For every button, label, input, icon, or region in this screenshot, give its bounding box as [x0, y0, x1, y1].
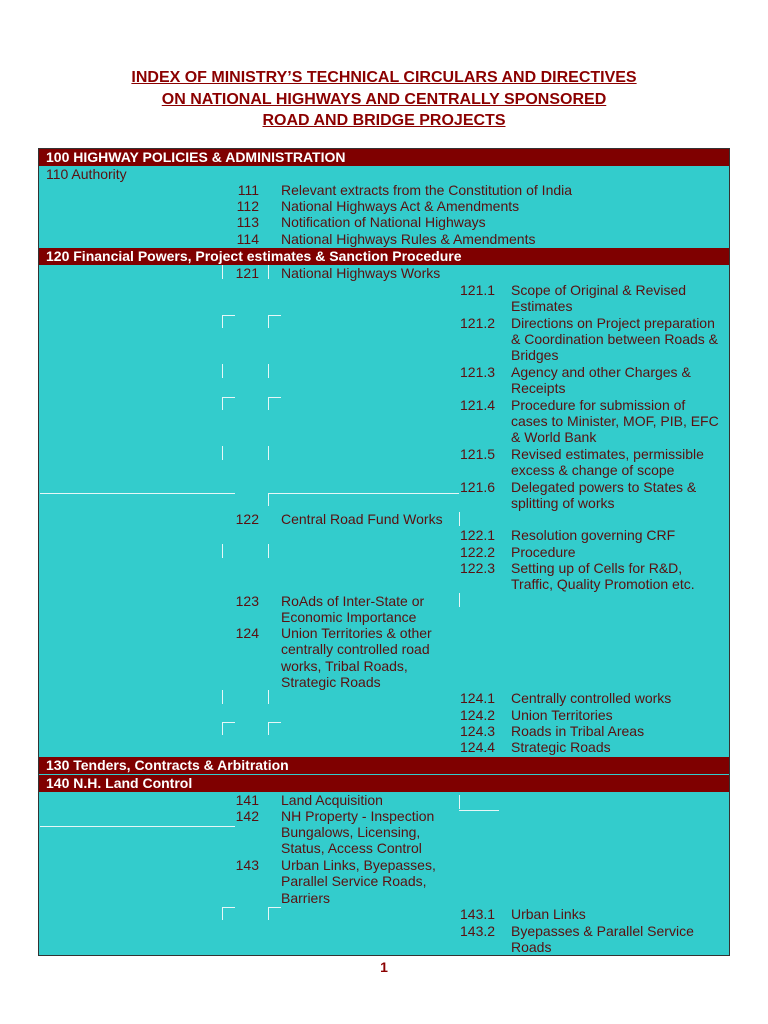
- item-title: Parallel Service Roads,: [281, 873, 427, 889]
- item-title: National Highways Works: [281, 265, 441, 281]
- item-number: 123: [235, 593, 259, 609]
- item-title: Union Territories & other: [281, 625, 432, 641]
- item-number: 113: [236, 214, 259, 230]
- subitem-number: 121.5: [460, 446, 496, 462]
- item-title: Economic Importance: [281, 609, 417, 625]
- subitem-title: cases to Minister, MOF, PIB, EFC: [511, 413, 719, 429]
- subitem-title: splitting of works: [511, 495, 615, 511]
- title-line-2: ON NATIONAL HIGHWAYS AND CENTRALLY SPONSORED: [161, 91, 607, 108]
- subitem-title: excess & change of scope: [511, 462, 675, 478]
- item-title: Bungalows, Licensing,: [281, 824, 421, 840]
- item-number: 143: [235, 857, 259, 873]
- subitem-title: Resolution governing CRF: [511, 527, 676, 543]
- subitem-title: Byepasses & Parallel Service: [511, 923, 694, 939]
- subitem-title: & World Bank: [511, 429, 597, 445]
- subitem-number: 121.1: [460, 282, 496, 298]
- subitem-title: Procedure: [511, 544, 576, 560]
- subitem-title: Union Territories: [511, 707, 613, 723]
- subitem-title: Estimates: [511, 298, 573, 314]
- item-number: 124: [235, 625, 259, 641]
- item-number: 114: [236, 231, 259, 247]
- section-header-120: 120 Financial Powers, Project estimates & Sanction Procedure: [39, 248, 729, 265]
- item-title: Relevant extracts from the Constitution of India: [281, 182, 573, 198]
- item-title: Central Road Fund Works: [281, 511, 443, 527]
- item-title: Status, Access Control: [281, 840, 422, 856]
- subitem-title: Traffic, Quality Promotion etc.: [511, 576, 695, 592]
- subitem-number: 143.2: [460, 923, 496, 939]
- subitem-number: 143.1: [460, 906, 496, 922]
- subitem-title: Scope of Original & Revised: [511, 282, 687, 298]
- subitem-title: Roads in Tribal Areas: [511, 723, 645, 739]
- section-header-130: 130 Tenders, Contracts & Arbitration: [39, 757, 729, 774]
- item-number: 112: [236, 198, 259, 214]
- subitem-title: Delegated powers to States &: [511, 479, 697, 495]
- subitem-number: 124.3: [460, 723, 496, 739]
- item-number: 121: [235, 265, 259, 281]
- subsection-110: 110 Authority: [46, 166, 127, 182]
- item-number: 122: [235, 511, 259, 527]
- item-number: 141: [235, 792, 259, 808]
- item-title: Barriers: [281, 890, 331, 906]
- subitem-number: 121.3: [460, 364, 496, 380]
- subitem-title: Strategic Roads: [511, 739, 611, 755]
- item-title: RoAds of Inter-State or: [281, 593, 425, 609]
- item-title: Urban Links, Byepasses,: [281, 857, 436, 873]
- item-title: National Highways Act & Amendments: [281, 198, 520, 214]
- subitem-number: 122.3: [460, 560, 496, 576]
- item-title: Land Acquisition: [281, 792, 383, 808]
- subitem-number: 124.4: [460, 739, 496, 755]
- subitem-title: Receipts: [511, 380, 566, 396]
- subitem-title: Directions on Project preparation: [511, 315, 715, 331]
- page-number: 1: [380, 959, 388, 975]
- subitem-number: 124.1: [460, 690, 496, 706]
- item-title: works, Tribal Roads,: [281, 658, 408, 674]
- subitem-title: Bridges: [511, 347, 559, 363]
- subitem-title: Centrally controlled works: [511, 690, 672, 706]
- subitem-title: Urban Links: [511, 906, 586, 922]
- subitem-title: Agency and other Charges &: [511, 364, 691, 380]
- subitem-number: 122.2: [460, 544, 496, 560]
- item-title: National Highways Rules & Amendments: [281, 231, 536, 247]
- title-line-1: INDEX OF MINISTRY’S TECHNICAL CIRCULARS AND DIRECTIVES: [131, 69, 637, 86]
- subitem-number: 121.4: [460, 397, 496, 413]
- subitem-number: 124.2: [460, 707, 496, 723]
- section-header-140: 140 N.H. Land Control: [39, 775, 729, 792]
- subitem-number: 121.6: [460, 479, 496, 495]
- section-header-100: 100 HIGHWAY POLICIES & ADMINISTRATION: [39, 149, 729, 166]
- item-number: 111: [237, 182, 259, 198]
- item-number: 142: [235, 808, 259, 824]
- item-title: Notification of National Highways: [281, 214, 486, 230]
- subitem-title: Roads: [511, 939, 552, 955]
- item-title: centrally controlled road: [281, 641, 430, 657]
- subitem-title: Procedure for submission of: [511, 397, 686, 413]
- subitem-title: Setting up of Cells for R&D,: [511, 560, 683, 576]
- subitem-title: & Coordination between Roads &: [511, 331, 719, 347]
- subitem-title: Revised estimates, permissible: [511, 446, 704, 462]
- subitem-number: 121.2: [460, 315, 496, 331]
- title-line-3: ROAD AND BRIDGE PROJECTS: [262, 112, 506, 129]
- item-title: NH Property - Inspection: [281, 808, 435, 824]
- subitem-number: 122.1: [460, 527, 496, 543]
- item-title: Strategic Roads: [281, 674, 381, 690]
